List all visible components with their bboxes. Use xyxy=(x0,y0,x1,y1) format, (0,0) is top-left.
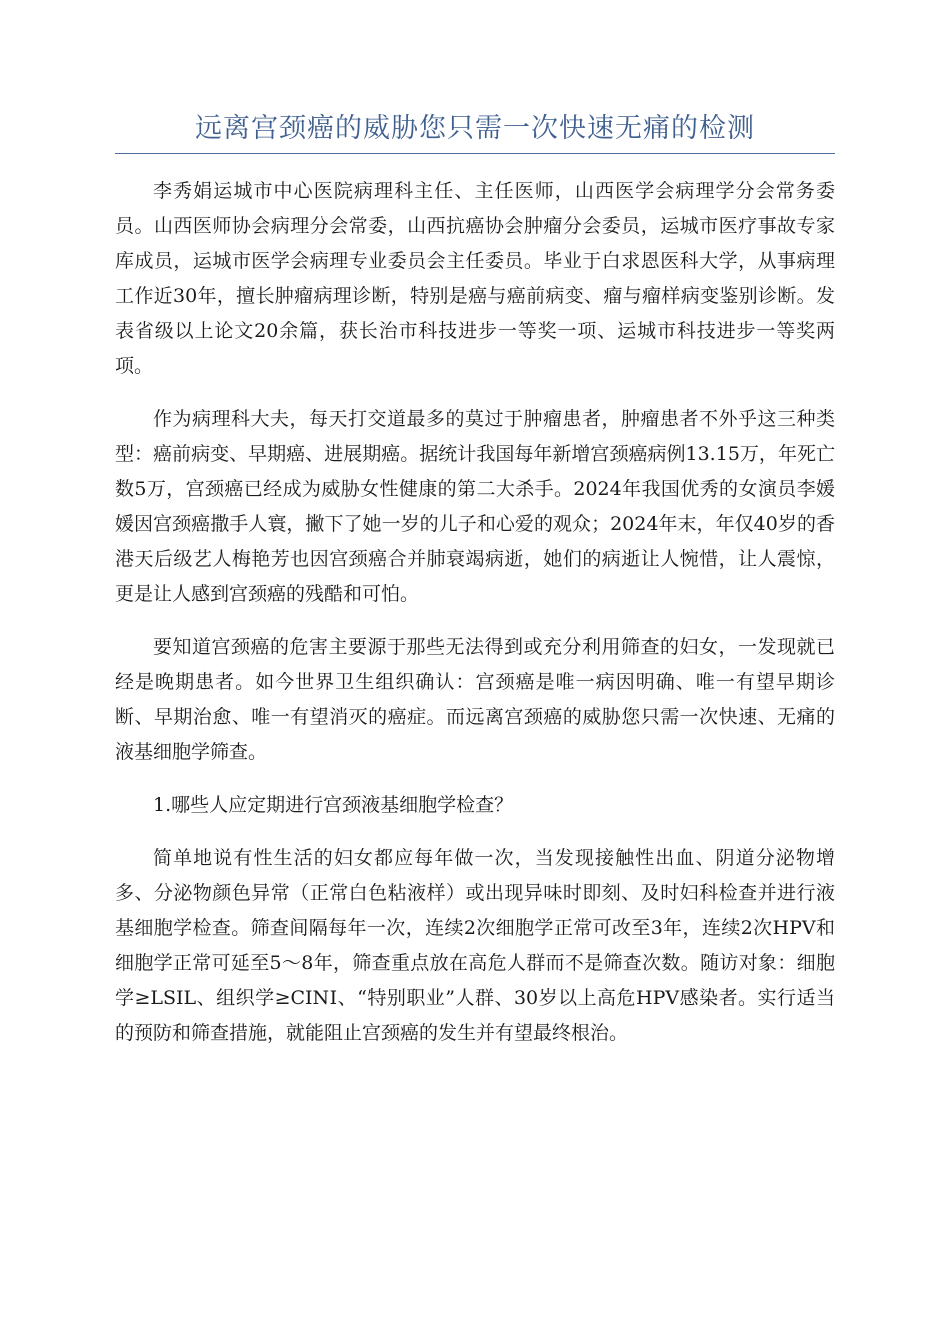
section-heading: 1.哪些人应定期进行宫颈液基细胞学检查？ xyxy=(153,794,514,816)
paragraph-statistics: 作为病理科大夫，每天打交道最多的莫过于肿瘤患者，肿瘤患者不外乎这三种类型：癌前病变、早期癌、进展期癌。据统计我国每年新增宫颈癌病例13.15万，年死亡数5万，宫颈癌已经成为威胁女性健康的第二大杀手。2024年我国优秀的女演员李媛媛因宫颈癌撒手人寰，撇下了她一岁的儿子和心爱的观众；2024年末，年仅40岁的香港天后级艺人梅艳芳也因宫颈癌合并肺衰竭病逝，她们的病逝让人惋惜，让人震惊，更是让人感到宫颈癌的残酷和可怕。 xyxy=(115,408,835,605)
paragraph-screening-guidance: 简单地说有性生活的妇女都应每年做一次，当发现接触性出血、阴道分泌物增多、分泌物颜色异常（正常白色粘液样）或出现异味时即刻、及时妇科检查并进行液基细胞学检查。筛查间隔每年一次，连续2次细胞学正常可改至3年，连续2次HPV和细胞学正常可延至5～8年，筛查重点放在高危人群而不是筛查次数。随访对象：细胞学≥LSIL、组织学≥CINⅠ、“特别职业”人群、30岁以上高危HPV感染者。实行适当的预防和筛查措施，就能阻止宫颈癌的发生并有望最终根治。 xyxy=(115,847,835,1044)
document-title: 远离宫颈癌的威胁您只需一次快速无痛的检测 xyxy=(195,113,755,144)
paragraph-author-bio: 李秀娟运城市中心医院病理科主任、主任医师，山西医学会病理学分会常务委员。山西医师协会病理分会常委，山西抗癌协会肿瘤分会委员，运城市医疗事故专家库成员，运城市医学会病理专业委员会主任委员。毕业于白求恩医科大学，从事病理工作近30年，擅长肿瘤病理诊断，特别是癌与癌前病变、瘤与瘤样病变鉴别诊断。发表省级以上论文20余篇，获长治市科技进步一等奖一项、运城市科技进步一等奖两项。 xyxy=(115,180,835,377)
document-page xyxy=(115,105,835,1069)
paragraph-screening-intro: 要知道宫颈癌的危害主要源于那些无法得到或充分利用筛查的妇女，一发现就已经是晚期患者。如今世界卫生组织确认：宫颈癌是唯一病因明确、唯一有望早期诊断、早期治愈、唯一有望消灭的癌症。而远离宫颈癌的威胁您只需一次快速、无痛的液基细胞学筛查。 xyxy=(115,636,835,763)
title-underline xyxy=(115,153,835,154)
